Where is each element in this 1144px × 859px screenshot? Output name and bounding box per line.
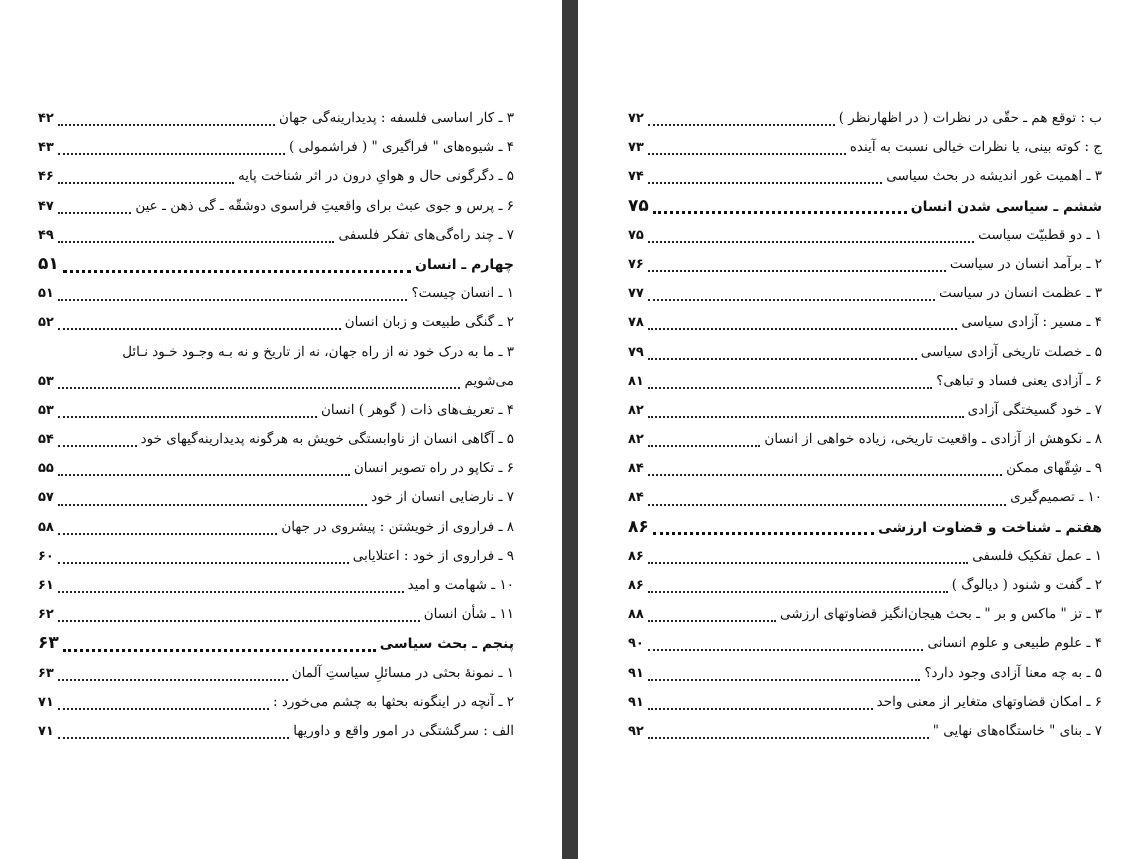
toc-chapter-title: هفتم ـ شناخت و قضاوت ارزشی: [878, 519, 1102, 536]
toc-entry-page: ۴۳: [38, 140, 54, 156]
toc-entry-page: ۵۷: [38, 490, 54, 506]
toc-entry: [38, 513, 514, 542]
dot-leader: [648, 503, 1006, 506]
toc-entry: [38, 133, 514, 162]
toc-entry-page: ۸۱: [628, 373, 644, 389]
dot-leader: [58, 327, 341, 330]
dot-leader: [58, 678, 288, 681]
toc-entry-page: ۷۷: [628, 286, 644, 302]
toc-entry-page: ۷۱: [38, 723, 54, 739]
toc-chapter-page: ۵۱: [38, 253, 59, 274]
toc-entry-page: ۷۹: [628, 344, 644, 360]
toc-entry: [38, 542, 514, 571]
toc-entry: [628, 133, 1102, 162]
toc-entry-title: ۲ ـ گنگی طبیعت و زبان انسان: [344, 314, 514, 331]
toc-entry-page: ۴۷: [38, 198, 54, 214]
toc-entry: [628, 571, 1102, 600]
toc-entry: [38, 425, 514, 454]
dot-leader: [58, 619, 420, 622]
toc-chapter-title: ششم ـ سیاسی شدن انسان: [910, 198, 1102, 215]
toc-chapter-page: ۸۶: [628, 516, 649, 537]
toc-entry-title: ۹ ـ فراروی از خود : اعتلایابی: [352, 547, 514, 564]
dot-leader: [648, 123, 835, 126]
toc-entry: [38, 221, 514, 250]
toc-entry-title: ۱ ـ نمونهٔ بحثی در مسائلِ سیاستِ آلمان: [291, 664, 514, 681]
dot-leader: [648, 357, 917, 360]
toc-entry: [38, 600, 514, 629]
toc-entry: [628, 162, 1102, 191]
toc-entry-page: ۸۴: [628, 461, 644, 477]
toc-entry-title: ۵ ـ آگاهی انسان از ناوابستگی خویش به هرگونه پدیدارینه‌گیهای خود: [140, 431, 514, 448]
toc-entry-title: ۵ ـ دگرگونی حال و هوایِ درون در اثر شناخت پایه: [237, 168, 514, 185]
toc-entry: [628, 104, 1102, 133]
dot-leader: [648, 648, 924, 651]
toc-chapter-heading: [38, 629, 514, 658]
toc-entry: [38, 396, 514, 425]
toc-entry: [628, 279, 1102, 308]
toc-entry-page: ۴۶: [38, 169, 54, 185]
toc-entry-title: ۶ ـ آزادی یعنی فساد و تباهی؟: [936, 372, 1102, 389]
toc-entry-page: ۹۲: [628, 723, 644, 739]
toc-entry-page: ۶۱: [38, 578, 54, 593]
toc-entry-page: ۷۸: [628, 315, 644, 331]
toc-entry: [38, 308, 514, 337]
dot-leader: [58, 590, 404, 593]
toc-entry-page: ۷۲: [628, 111, 644, 126]
dot-leader: [648, 678, 920, 681]
toc-entry: [38, 571, 514, 600]
toc-entry: [38, 688, 514, 717]
toc-entry-page: ۸۸: [628, 607, 644, 623]
toc-entry-page: ۴۹: [38, 227, 54, 243]
toc-entry-page: ۵۴: [38, 432, 54, 448]
toc-entry-title: ج : کوته بینی، یا نظرات خیالی نسبت به آینده: [849, 139, 1102, 156]
toc-entry: [38, 279, 514, 308]
toc-entry-page: ۶۰: [38, 548, 54, 564]
toc-entry-title: ۴ ـ تعریف‌های ذات ( گوهر ) انسان: [320, 401, 514, 418]
toc-chapter-title: پنجم ـ بحث سیاسی: [379, 636, 514, 653]
dot-leader: [58, 181, 234, 184]
toc-entry: [628, 250, 1102, 279]
toc-chapter-page: ۶۳: [38, 633, 59, 654]
right-toc-list: [628, 104, 1102, 746]
book-gutter: [562, 0, 578, 859]
toc-entry-page: ۸۶: [628, 548, 644, 564]
toc-entry: [628, 600, 1102, 629]
dot-leader: [63, 269, 411, 273]
toc-entry: [628, 454, 1102, 483]
toc-entry-title: ۲ ـ برآمد انسان در سیاست: [949, 255, 1102, 272]
dot-leader: [648, 473, 1002, 476]
toc-entry: [628, 338, 1102, 367]
toc-entry-page: ۶۳: [38, 665, 54, 681]
toc-entry: [628, 659, 1102, 688]
toc-entry: [38, 338, 514, 367]
toc-entry-title: ۲ ـ گفت و شنود ( دیالوگ ): [951, 577, 1102, 593]
toc-entry-title: ۱۰ ـ تصمیم‌گیری: [1010, 489, 1102, 506]
toc-entry-title: ۷ ـ خود گسیختگی آزادی: [967, 401, 1102, 418]
toc-entry: [628, 396, 1102, 425]
toc-entry-page: ۸۴: [628, 490, 644, 506]
toc-chapter-heading: [628, 192, 1102, 221]
toc-entry-page: ۷۳: [628, 140, 644, 156]
dot-leader: [58, 736, 289, 739]
toc-entry-title: ۷ ـ نارضایی انسان از خود: [371, 489, 514, 506]
toc-entry-title: ۳ ـ ما به درک خود نه از راه جهان، نه از تاریخ و نه بـه وجـود خـود نـائل: [122, 343, 514, 360]
dot-leader: [58, 473, 350, 476]
toc-entry-title: ۶ ـ امکان قضاوتهای متغایر از معنی واحد: [876, 693, 1102, 710]
toc-entry-page: ۸۲: [628, 402, 644, 418]
dot-leader: [648, 240, 974, 243]
toc-entry-page: ۷۵: [628, 227, 644, 243]
dot-leader: [648, 269, 946, 272]
dot-leader: [58, 444, 137, 447]
toc-entry-title: ۷ ـ بنای " خاستگاه‌های نهایی ": [932, 722, 1102, 739]
toc-entry-title: ۶ ـ تکاپو در راه تصویر انسان: [353, 460, 514, 477]
toc-entry-title: الف : سرگشتگی در امور واقع و داوریها: [293, 722, 514, 739]
toc-entry: [38, 192, 514, 221]
dot-leader: [58, 707, 269, 710]
dot-leader: [648, 386, 932, 389]
toc-entry: [628, 221, 1102, 250]
toc-entry-title: ۳ ـ اهمیت غور اندیشه در بحث سیاسی: [886, 168, 1102, 185]
toc-entry-page: ۵۱: [38, 286, 54, 302]
toc-chapter-page: ۷۵: [628, 195, 649, 216]
toc-entry-title: ۸ ـ فراروی از خویشتن : پیشروی در جهان: [281, 518, 514, 535]
dot-leader: [648, 181, 882, 184]
dot-leader: [58, 211, 131, 214]
toc-chapter-heading: [628, 513, 1102, 542]
toc-chapter-heading: [38, 250, 514, 279]
toc-entry-page: ۸۶: [628, 578, 644, 593]
dot-leader: [58, 123, 275, 126]
toc-entry-page: ۷۶: [628, 256, 644, 272]
dot-leader: [63, 648, 376, 652]
toc-entry: [38, 483, 514, 512]
toc-entry-page: ۹۱: [628, 694, 644, 710]
toc-chapter-title: چهارم ـ انسان: [415, 256, 514, 273]
toc-entry-title: ۷ ـ چند راه‌گی‌های تفکر فلسفی: [338, 226, 514, 243]
toc-entry-page: ۴۲: [38, 111, 54, 126]
dot-leader: [648, 298, 935, 301]
toc-entry-page: ۹۱: [628, 665, 644, 681]
toc-entry-page: ۷۴: [628, 169, 644, 185]
toc-entry-title: ۳ ـ تز " ماکس و بر " ـ بحث هیجان‌انگیز قضاوتهای ارزشی: [780, 606, 1102, 623]
toc-entry-page: ۵۸: [38, 519, 54, 535]
toc-entry-page: ۷۱: [38, 694, 54, 710]
toc-entry: [38, 162, 514, 191]
dot-leader: [58, 561, 349, 564]
toc-entry-page: ۵۵: [38, 461, 54, 477]
toc-entry: [628, 425, 1102, 454]
dot-leader: [58, 415, 317, 418]
toc-entry: [628, 542, 1102, 571]
toc-entry: [628, 367, 1102, 396]
dot-leader: [58, 386, 461, 389]
toc-entry: [38, 104, 514, 133]
dot-leader: [653, 531, 874, 535]
dot-leader: [58, 152, 285, 155]
dot-leader: [58, 503, 367, 506]
dot-leader: [653, 210, 907, 214]
toc-entry-title: ۱ ـ عمل تفکیک فلسفی: [972, 547, 1102, 564]
dot-leader: [58, 298, 408, 301]
dot-leader: [648, 415, 964, 418]
dot-leader: [648, 444, 761, 447]
toc-entry: [628, 483, 1102, 512]
toc-entry-title: ۴ ـ علوم طبیعی و علوم انسانی: [927, 635, 1102, 652]
dot-leader: [648, 736, 929, 739]
toc-entry-page: ۸۲: [628, 432, 644, 448]
dot-leader: [648, 327, 957, 330]
dot-leader: [648, 561, 968, 564]
toc-entry-page: ۵۳: [38, 373, 54, 389]
dot-leader: [648, 619, 776, 622]
toc-entry-title: ۹ ـ شِقّهای ممکن: [1006, 460, 1102, 477]
toc-entry: [628, 308, 1102, 337]
dot-leader: [58, 532, 277, 535]
toc-entry-title: ۶ ـ پرس و جوی عبث برای واقعیتِ فراسوی دوشقّه ـ گی ذهن ـ عین: [135, 197, 514, 214]
toc-entry-title: ۲ ـ آنچه در اینگونه بحثها به چشم می‌خورد :: [273, 693, 514, 710]
toc-entry-continuation: [38, 367, 514, 396]
toc-entry: [38, 454, 514, 483]
toc-entry-title: ۱ ـ دو قطبیّت سیاست: [978, 226, 1102, 243]
toc-entry-title: ۳ ـ عظمت انسان در سیاست: [938, 285, 1102, 302]
toc-entry-title: ۴ ـ شیوه‌های " فراگیری " ( فراشمولی ): [288, 139, 514, 156]
dot-leader: [648, 152, 846, 155]
toc-entry-title: ۴ ـ مسیر : آزادی سیاسی: [961, 314, 1102, 331]
toc-entry-title: ۵ ـ به چه معنا آزادی وجود دارد؟: [924, 664, 1102, 681]
toc-entry-page: ۶۲: [38, 607, 54, 623]
toc-entry-title: ۸ ـ نکوهش از آزادی ـ واقعیت تاریخی، زیاده خواهی از انسان: [764, 431, 1102, 448]
dot-leader: [648, 590, 948, 593]
toc-entry-title: ۱۱ ـ شأن انسان: [423, 606, 514, 623]
toc-entry-title: ۱۰ ـ شهامت و امید: [407, 577, 514, 593]
toc-entry-title: ۵ ـ خصلت تاریخی آزادی سیاسی: [920, 343, 1102, 360]
toc-entry-title: می‌شویم: [464, 372, 514, 389]
toc-entry-page: ۵۳: [38, 402, 54, 418]
toc-entry-page: ۵۲: [38, 315, 54, 331]
dot-leader: [58, 240, 335, 243]
left-toc-list: [38, 104, 514, 746]
toc-entry: [628, 717, 1102, 746]
toc-entry-title: ۱ ـ انسان چیست؟: [411, 285, 514, 302]
toc-entry: [38, 717, 514, 746]
toc-entry-page: ۹۰: [628, 636, 644, 652]
toc-entry: [38, 659, 514, 688]
toc-entry: [628, 629, 1102, 658]
dot-leader: [648, 707, 873, 710]
toc-entry-title: ب : توقع هم ـ حقّی در نظرات ( در اظهارنظر ): [838, 110, 1102, 126]
toc-entry: [628, 688, 1102, 717]
toc-entry-title: ۳ ـ کار اساسی فلسفه : پدیدارینه‌گی جهان: [279, 110, 514, 126]
